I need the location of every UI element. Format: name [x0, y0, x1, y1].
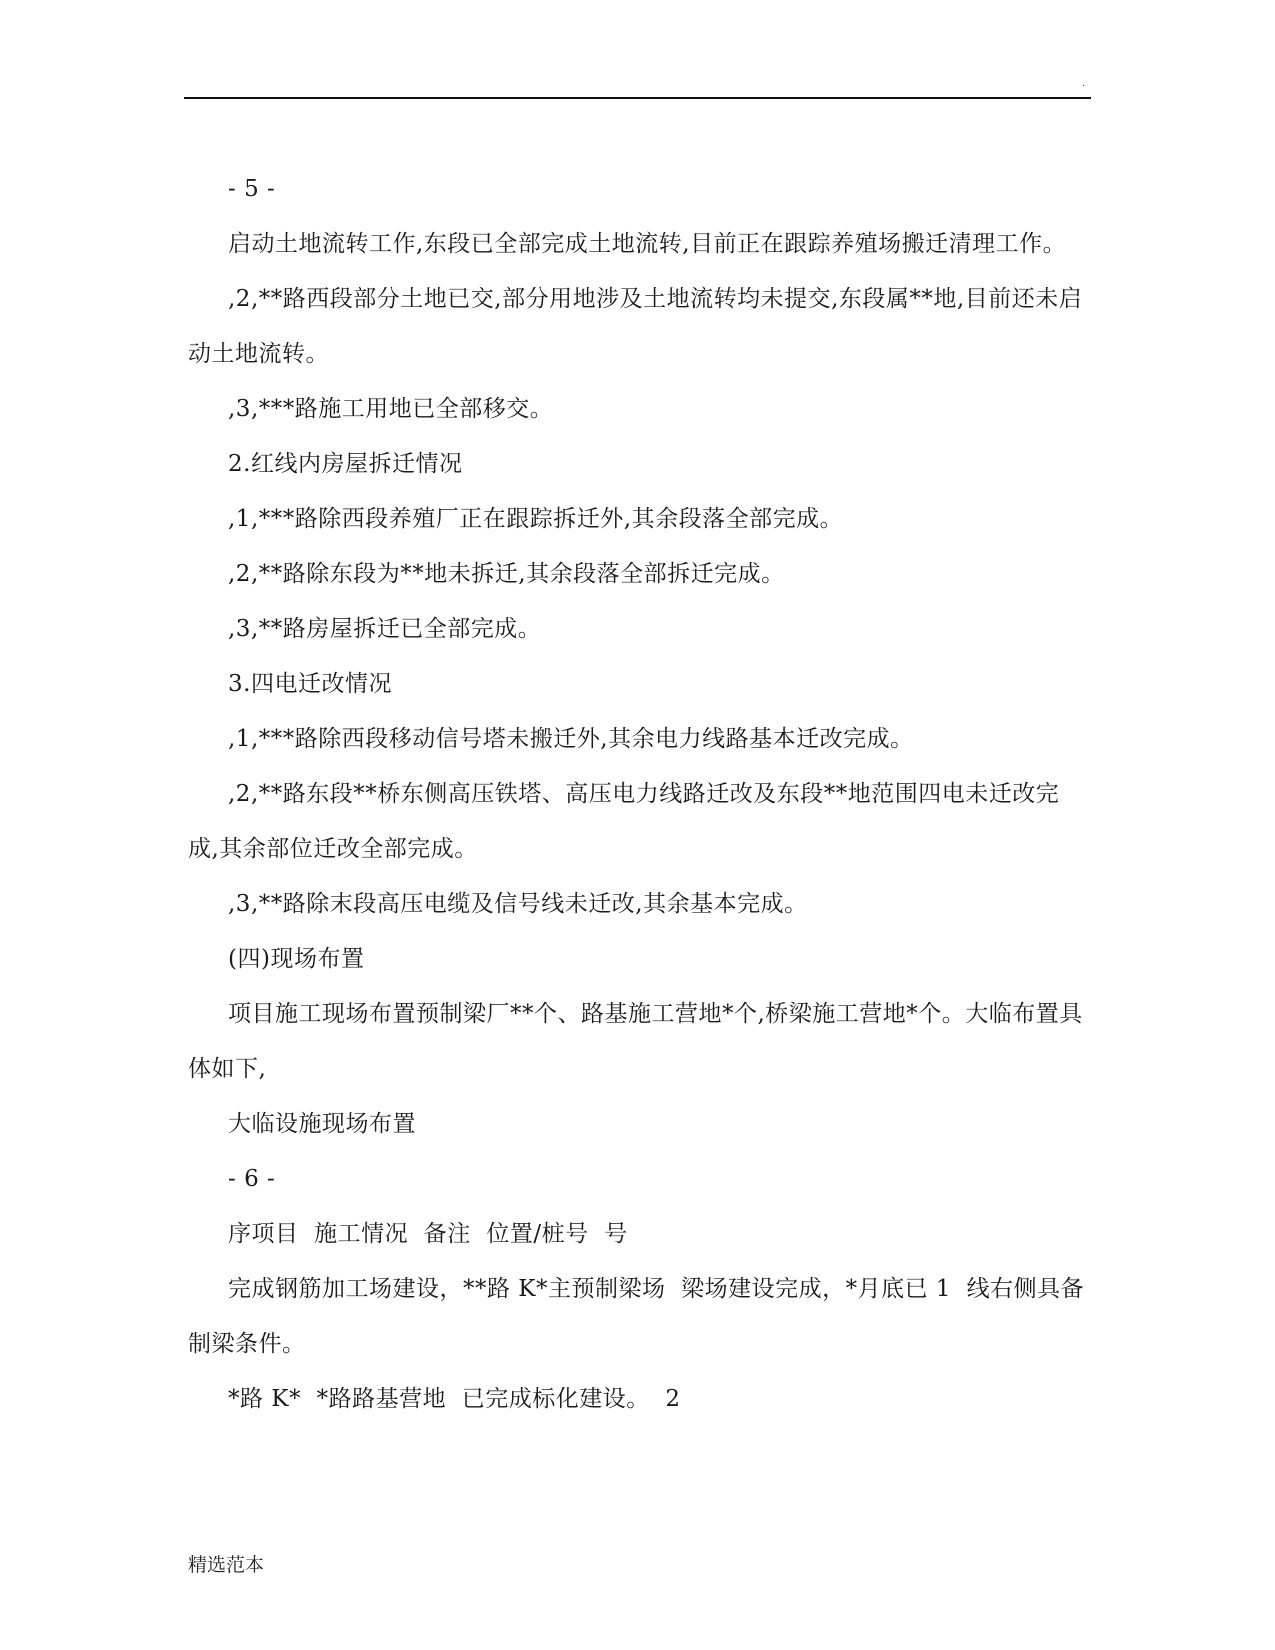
paragraph: 项目施工现场布置预制梁厂**个、路基施工营地*个,桥梁施工营地*个。大临布置具体如下, [188, 1001, 1083, 1082]
paragraph: ,3,**路除末段高压电缆及信号线未迁改,其余基本完成。 [228, 891, 808, 917]
paragraph: *路 K* *路路基营地 已完成标化建设。 2 [228, 1386, 681, 1412]
section-heading: 2.红线内房屋拆迁情况 [228, 451, 463, 477]
document-body [188, 162, 1088, 1427]
paragraph: ,3,**路房屋拆迁已全部完成。 [228, 616, 542, 642]
paragraph: ,2,**路除东段为**地未拆迁,其余段落全部拆迁完成。 [228, 561, 785, 587]
section-heading: (四)现场布置 [228, 946, 365, 972]
section-heading: 3.四电迁改情况 [228, 671, 392, 697]
paragraph: ,1,***路除西段养殖厂正在跟踪拆迁外,其余段落全部完成。 [228, 506, 844, 532]
paragraph: ,2,**路东段**桥东侧高压铁塔、高压电力线路迁改及东段**地范围四电未迁改完成,其余部位迁改全部完成。 [188, 781, 1060, 862]
section-heading: 大临设施现场布置 [228, 1111, 416, 1137]
paragraph: ,2,**路西段部分土地已交,部分用地涉及土地流转均未提交,东段属**地,目前还未启动土地流转。 [188, 286, 1083, 367]
paragraph: 启动土地流转工作,东段已全部完成土地流转,目前正在跟踪养殖场搬迁清理工作。 [228, 231, 1067, 257]
table-header-row: 序项目 施工情况 备注 位置/桩号 号 [228, 1221, 628, 1247]
paragraph: 完成钢筋加工场建设，**路 K*主预制梁场 梁场建设完成，*月底已 1 线右侧具备制梁条件。 [188, 1276, 1085, 1357]
paragraph: ,3,***路施工用地已全部移交。 [228, 396, 554, 422]
paragraph: ,1,***路除西段移动信号塔未搬迁外,其余电力线路基本迁改完成。 [228, 726, 914, 752]
page-marker: - 5 - [228, 176, 276, 202]
header-dot: . [1082, 78, 1086, 89]
header-rule [184, 97, 1091, 99]
footer-label: 精选范本 [188, 1554, 265, 1576]
page-marker: - 6 - [228, 1166, 276, 1192]
